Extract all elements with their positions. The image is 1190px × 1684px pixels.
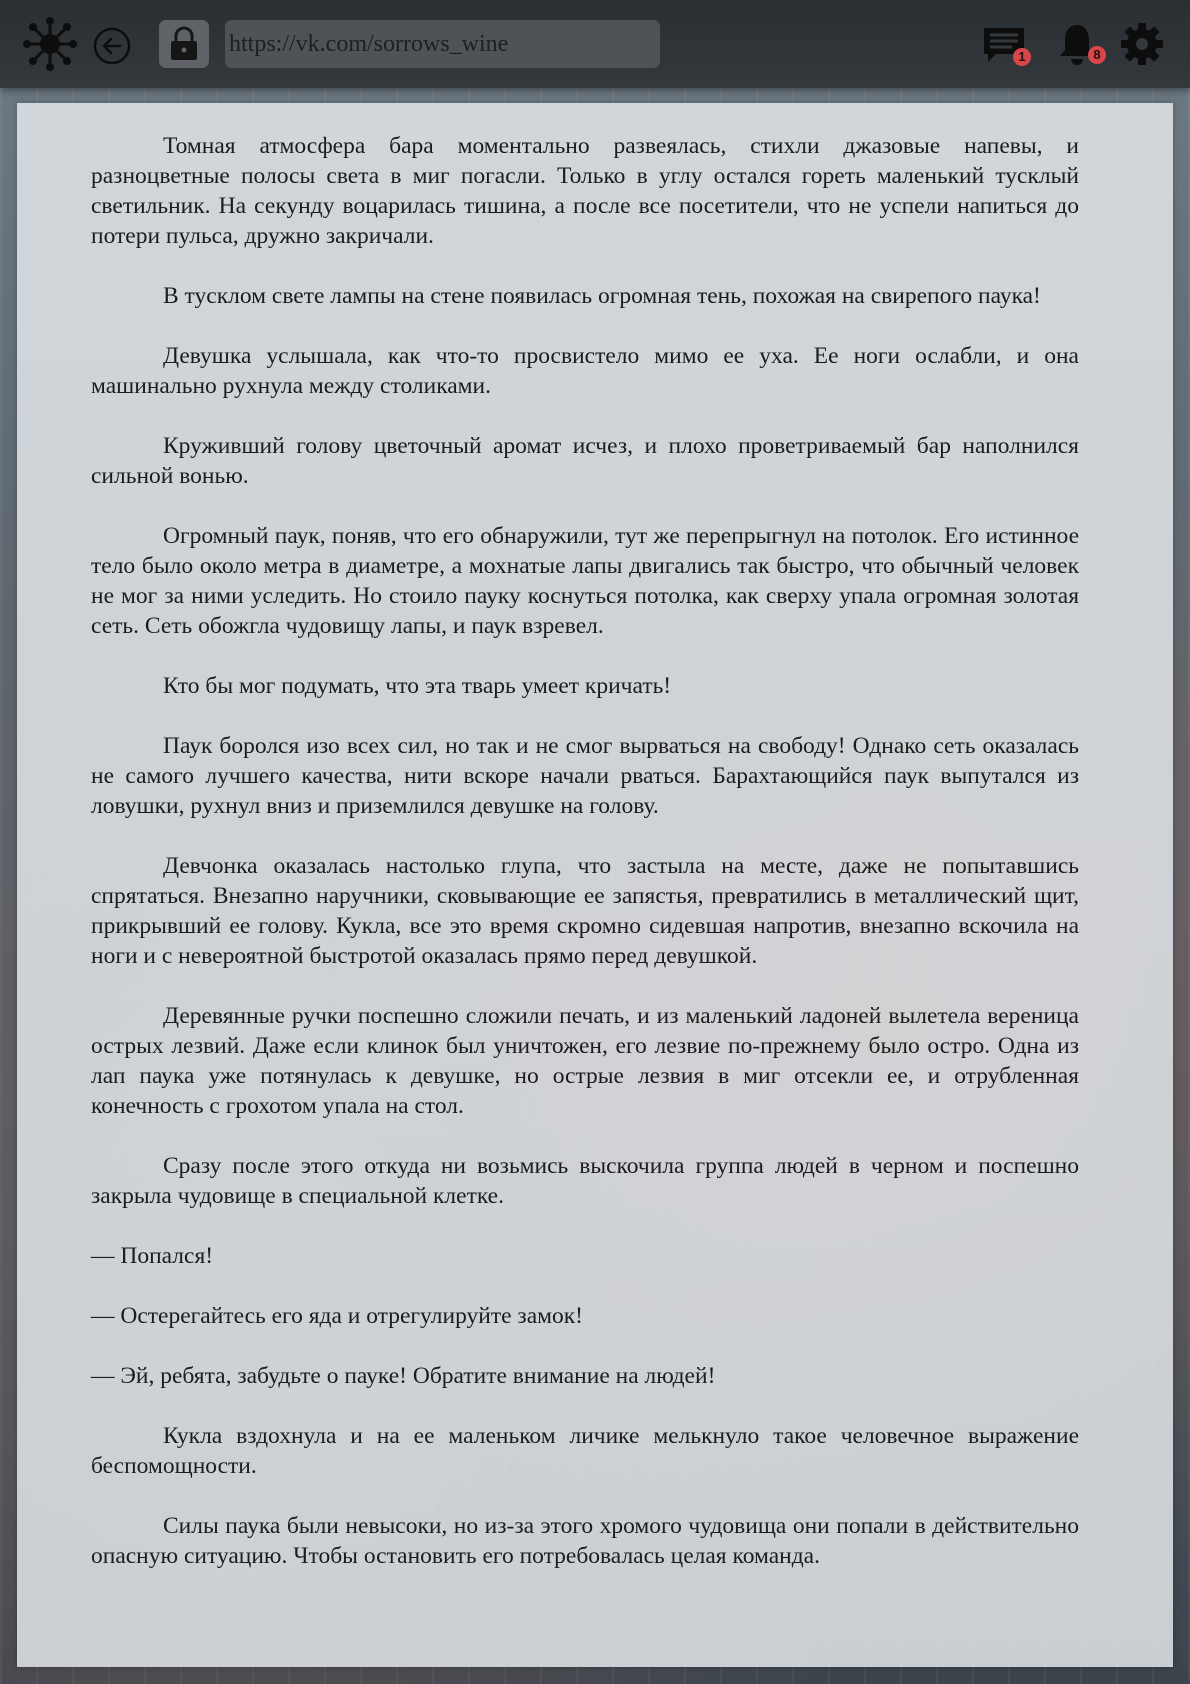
paragraph: Девчонка оказалась настолько глупа, что застыла на месте, даже не попытавшись спрятаться. Внезапно наручники, сковывающие ее запястья, превратились в металлический щит, прикрывший ее голову. Кукла, все это время скромно сидевшая напротив, внезапно вскочила на ноги и с невероятной быстротой оказалась прямо перед девушкой. — [91, 853, 1079, 969]
paragraph: — Попался! — [91, 1243, 214, 1269]
paragraph: Огромный паук, поняв, что его обнаружили, тут же перепрыгнул на потолок. Его истинное тело было около метра в диаметре, а мохнатые лапы двигались так быстро, что обычный человек не мог за ними уследить. Но стоило пауку коснуться потолка, как сверху упала огромная золотая сеть. Сеть обожгла чудовищу лапы, и паук взревел. — [91, 523, 1079, 639]
paragraph: Паук боролся изо всех сил, но так и не смог вырваться на свободу! Однако сеть оказалась не самого лучшего качества, нити вскоре начали рваться. Барахтающийся паук выпутался из ловушки, рухнул вниз и приземлился девушке на голову. — [91, 733, 1079, 819]
paragraph: Круживший голову цветочный аромат исчез, и плохо проветриваемый бар наполнился сильной вонью. — [91, 433, 1079, 489]
paragraph: — Остерегайтесь его яда и отрегулируйте замок! — [91, 1303, 583, 1329]
paragraph: Силы паука были невысоки, но из-за этого хромого чудовища они попали в действительно опасную ситуацию. Чтобы остановить его потребовалась целая команда. — [91, 1513, 1079, 1569]
paragraph: — Эй, ребята, забудьте о пауке! Обратите внимание на людей! — [91, 1363, 716, 1389]
bell-icon[interactable] — [1054, 20, 1100, 68]
reading-panel — [17, 103, 1173, 1667]
paragraph: В тусклом свете лампы на стене появилась огромная тень, похожая на свирепого паука! — [163, 283, 1041, 309]
paragraph: Кто бы мог подумать, что эта тварь умеет кричать! — [163, 673, 672, 699]
article-text — [91, 131, 1079, 1601]
paragraph: Томная атмосфера бара моментально развеялась, стихли джазовые напевы, и разноцветные полосы света в миг погасли. Только в углу остался гореть маленький тусклый светильник. На секунду воцарилась тишина, а после все посетители, что не успели напиться до потери пульса, дружно закричали. — [91, 133, 1079, 249]
gear-icon[interactable] — [1118, 20, 1166, 68]
url-input[interactable]: https://vk.com/sorrows_wine — [225, 20, 660, 68]
back-arrow-icon[interactable] — [90, 24, 134, 68]
messages-count-badge: 1 — [1013, 48, 1031, 66]
paragraph: Деревянные ручки поспешно сложили печать, и из маленький ладоней вылетела вереница острых лезвий. Даже если клинок был уничтожен, его лезвие по-прежнему было остро. Одна из лап паука уже потянулась к девушке, но острые лезвия в миг отсекли ее, и отрубленная конечность с грохотом упала на стол. — [91, 1003, 1079, 1119]
paragraph: Девушка услышала, как что-то просвистело мимо ее уха. Ее ноги ослабли, и она машинально рухнула между столиками. — [91, 343, 1079, 399]
top-bar — [0, 0, 1190, 88]
lock-icon[interactable] — [159, 20, 209, 68]
messages-icon[interactable] — [980, 22, 1028, 68]
paragraph: Кукла вздохнула и на ее маленьком личике мелькнуло такое человечное выражение беспомощности. — [91, 1423, 1079, 1479]
notifications-count-badge: 8 — [1088, 46, 1106, 64]
paragraph: Сразу после этого откуда ни возьмись выскочила группа людей в черном и поспешно закрыла чудовище в специальной клетке. — [91, 1153, 1079, 1209]
network-node-icon[interactable] — [22, 16, 78, 72]
